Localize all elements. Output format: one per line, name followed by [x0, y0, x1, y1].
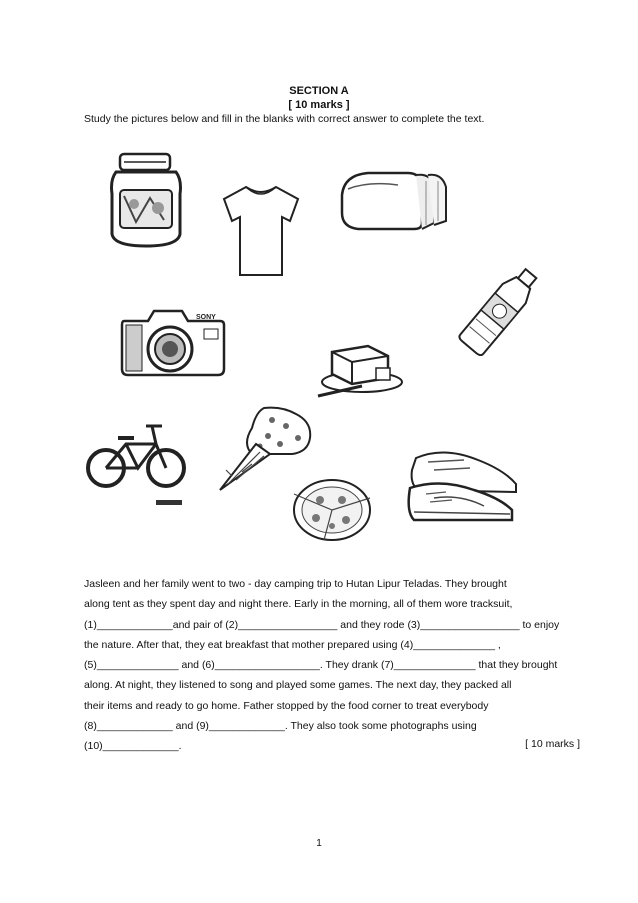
total-marks: [ 10 marks ]: [525, 738, 580, 750]
passage-line: along tent as they spent day and night there. Early in the morning, all of them wore tracksuit,: [84, 598, 513, 611]
pizza-icon: [290, 470, 378, 544]
butter-icon: [312, 342, 408, 404]
camera-brand: SONY: [196, 314, 216, 321]
passage: [84, 574, 584, 757]
instructions: Study the pictures below and fill in the blanks with correct answer to complete the text.: [84, 113, 485, 125]
passage-line: along. At night, they listened to song and played some games. The next day, they packed all: [84, 679, 512, 692]
water-bottle-icon: [452, 262, 548, 356]
page-number: 1: [316, 838, 322, 849]
passage-line: (1)_____________and pair of (2)_________________ and they rode (3)_________________ to enjoy: [84, 618, 560, 631]
bread-loaf-icon: [338, 165, 450, 233]
section-title: SECTION A: [289, 85, 349, 97]
passage-line: the nature. After that, they eat breakfast that mother prepared using (4)______________ ,: [84, 638, 501, 651]
passage-line: (8)_____________ and (9)_____________. They also took some photographs using: [84, 720, 477, 733]
passage-line: (5)______________ and (6)__________________. They drank (7)______________ that they brought: [84, 659, 558, 672]
t-shirt-icon: [218, 183, 304, 281]
camera-icon: [118, 305, 228, 381]
passage-line: Jasleen and her family went to two - day camping trip to Hutan Lipur Teladas. They brought: [84, 578, 507, 590]
bicycle-icon: [84, 420, 190, 505]
jam-jar-icon: [106, 150, 188, 250]
passage-line: their items and ready to go home. Father stopped by the food corner to treat everybody: [84, 699, 489, 712]
sports-shoes-icon: [404, 440, 522, 528]
image-credit-mark: [156, 500, 182, 505]
passage-line: (10)_____________.: [84, 740, 182, 753]
section-marks: [ 10 marks ]: [288, 99, 350, 111]
